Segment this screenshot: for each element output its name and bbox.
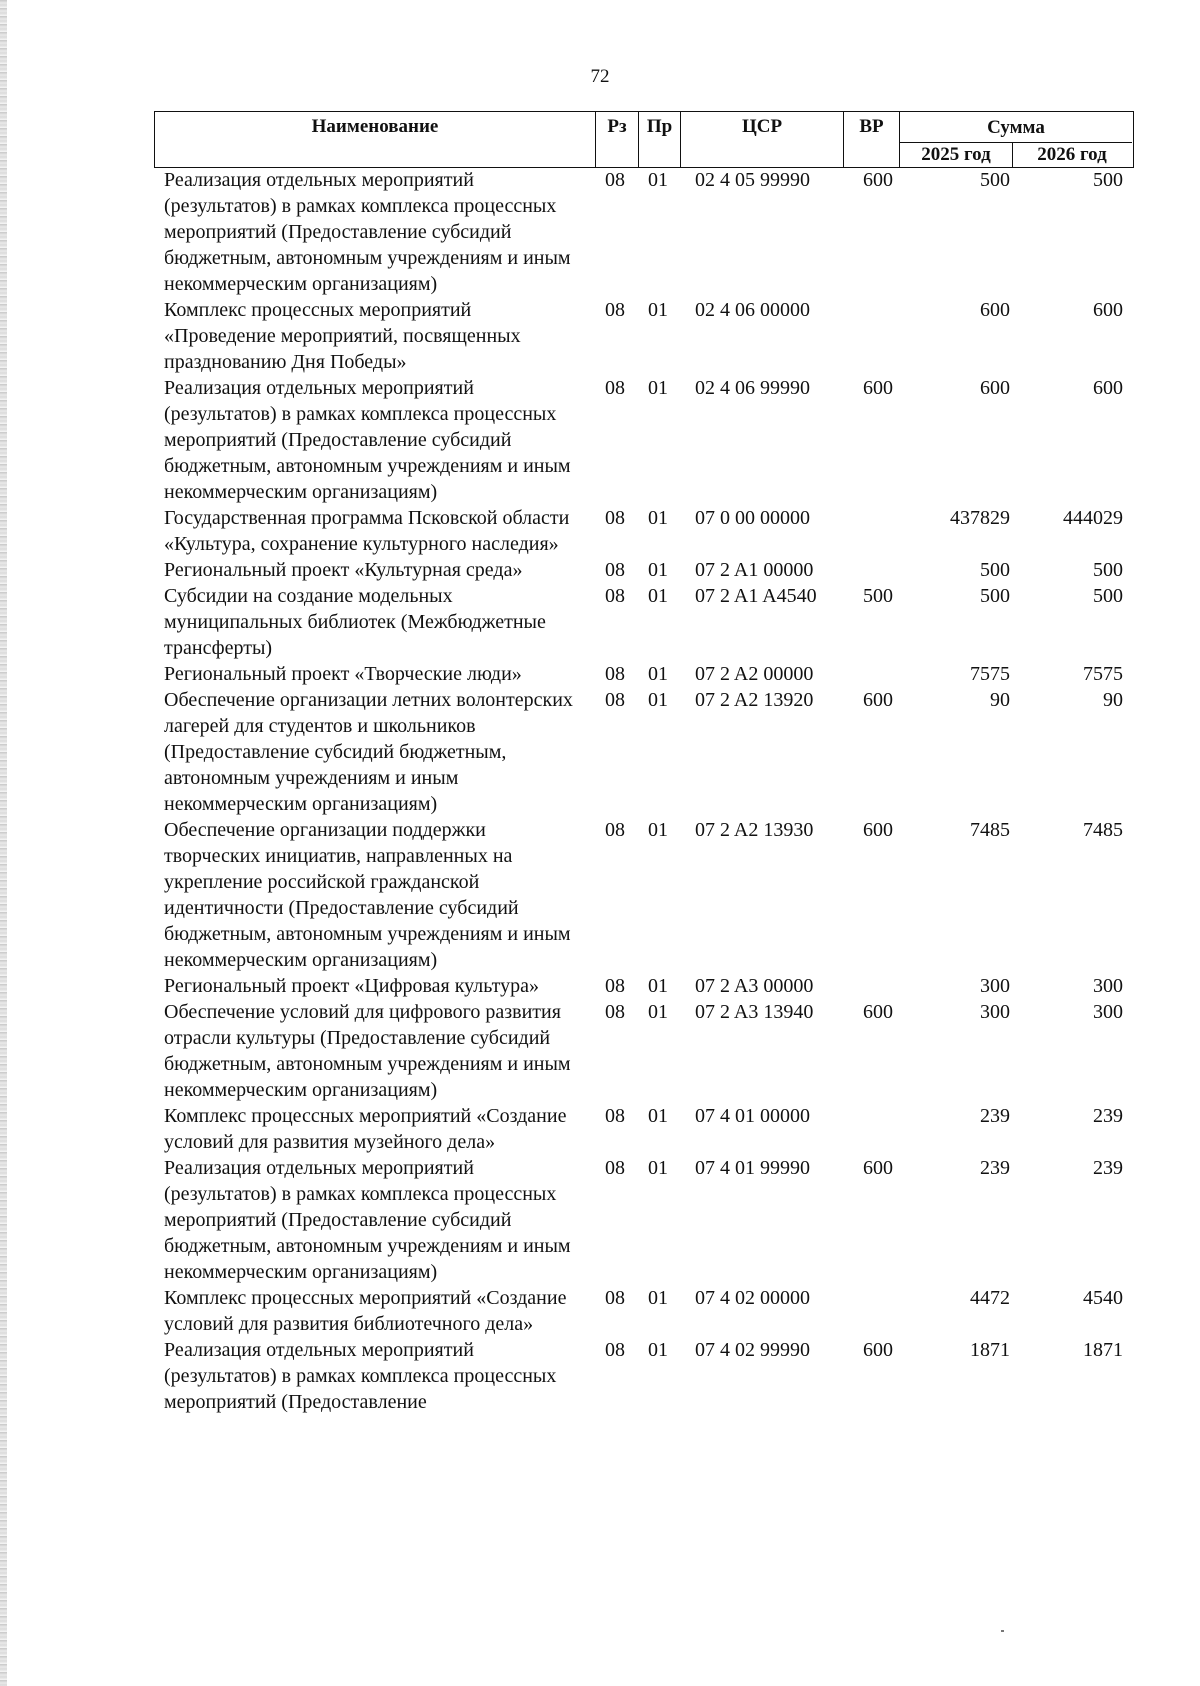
header-rz: Рз [607,116,627,137]
table-header [154,111,1134,168]
table-row [0,1285,1200,1337]
row-csr: 07 4 01 99990 [695,1157,810,1179]
row-csr: 07 2 A2 00000 [695,663,814,685]
row-sum-2026: 7575 [1083,663,1123,685]
row-name: Региональный проект «Творческие люди» [164,663,522,685]
table-row [0,1103,1200,1155]
row-sum-2026: 239 [1093,1105,1123,1127]
row-sum-2025: 7575 [970,663,1010,685]
row-rz: 08 [605,585,625,607]
row-rz: 08 [605,689,625,711]
row-csr: 07 2 A2 13920 [695,689,814,711]
header-vr: ВР [859,116,884,137]
table-row [0,1155,1200,1285]
row-sum-2026: 600 [1093,377,1123,399]
row-rz: 08 [605,559,625,581]
row-vr: 600 [863,1157,893,1179]
row-sum-2026: 90 [1103,689,1123,711]
header-year-2026: 2026 год [1037,144,1107,165]
row-pr: 01 [648,1001,668,1023]
row-sum-2025: 7485 [970,819,1010,841]
header-vr-cell [843,112,899,167]
row-sum-2025: 437829 [950,507,1010,529]
row-sum-2025: 600 [980,377,1010,399]
row-sum-2026: 7485 [1083,819,1123,841]
row-rz: 08 [605,819,625,841]
row-name: Субсидии на создание модельных муниципальных библиотек (Межбюджетные трансферты) [164,585,546,659]
row-name: Обеспечение организации летних волонтерских лагерей для студентов и школьников (Предоставление субсидий бюджетным, автономным учреждениям и иным некоммерческим организациям) [164,689,573,815]
row-sum-2026: 300 [1093,975,1123,997]
row-rz: 08 [605,1105,625,1127]
row-csr: 07 4 02 00000 [695,1287,810,1309]
row-vr: 600 [863,1339,893,1361]
row-csr: 02 4 06 00000 [695,299,810,321]
header-sum: Сумма [987,117,1045,138]
row-pr: 01 [648,1287,668,1309]
row-sum-2025: 500 [980,585,1010,607]
row-sum-2025: 300 [980,975,1010,997]
row-name: Комплекс процессных мероприятий «Проведение мероприятий, посвященных празднованию Дня Победы» [164,299,521,373]
row-sum-2025: 300 [980,1001,1010,1023]
header-sum-cell [899,112,1132,167]
row-pr: 01 [648,689,668,711]
row-pr: 01 [648,663,668,685]
scan-speck [1001,1630,1004,1632]
row-sum-2025: 239 [980,1157,1010,1179]
row-sum-2026: 444029 [1063,507,1123,529]
row-csr: 07 2 A2 13930 [695,819,814,841]
table-row [0,297,1200,375]
row-vr: 500 [863,585,893,607]
row-csr: 07 4 01 00000 [695,1105,810,1127]
row-rz: 08 [605,377,625,399]
header-csr-cell [680,112,843,167]
row-rz: 08 [605,975,625,997]
row-pr: 01 [648,1157,668,1179]
header-pr-cell [638,112,680,167]
row-rz: 08 [605,1339,625,1361]
header-name-cell [155,112,595,167]
row-csr: 07 2 A3 00000 [695,975,814,997]
row-sum-2025: 500 [980,169,1010,191]
table-row [0,505,1200,557]
row-csr: 07 2 A3 13940 [695,1001,814,1023]
row-csr: 07 2 A1 00000 [695,559,814,581]
row-rz: 08 [605,663,625,685]
row-rz: 08 [605,507,625,529]
row-name: Реализация отдельных мероприятий (результатов) в рамках комплекса процессных мероприятий (Предоставление субсидий бюджетным, автономным учреждениям и иным некоммерческим организациям) [164,1157,571,1283]
row-sum-2026: 300 [1093,1001,1123,1023]
row-name: Государственная программа Псковской области «Культура, сохранение культурного наследия» [164,507,570,555]
table-row [0,999,1200,1103]
row-sum-2026: 239 [1093,1157,1123,1179]
row-vr: 600 [863,377,893,399]
table-row [0,973,1200,999]
row-pr: 01 [648,585,668,607]
row-sum-2025: 500 [980,559,1010,581]
row-sum-2025: 90 [990,689,1010,711]
row-vr: 600 [863,689,893,711]
row-pr: 01 [648,1105,668,1127]
table-row [0,557,1200,583]
row-pr: 01 [648,377,668,399]
table-row [0,817,1200,973]
table-row [0,167,1200,297]
row-pr: 01 [648,507,668,529]
row-sum-2025: 600 [980,299,1010,321]
row-name: Реализация отдельных мероприятий (результатов) в рамках комплекса процессных мероприятий (Предоставление [164,1339,557,1413]
row-pr: 01 [648,819,668,841]
row-pr: 01 [648,299,668,321]
page-number: 72 [590,66,610,87]
row-pr: 01 [648,975,668,997]
row-name: Региональный проект «Цифровая культура» [164,975,539,997]
row-name: Комплекс процессных мероприятий «Создание условий для развития музейного дела» [164,1105,567,1153]
row-rz: 08 [605,1287,625,1309]
table-row [0,1337,1200,1415]
row-sum-2026: 600 [1093,299,1123,321]
header-csr: ЦСР [741,116,783,137]
row-sum-2026: 500 [1093,585,1123,607]
row-name: Региональный проект «Культурная среда» [164,559,523,581]
row-sum-2025: 239 [980,1105,1010,1127]
row-rz: 08 [605,299,625,321]
row-sum-2026: 500 [1093,559,1123,581]
row-name: Комплекс процессных мероприятий «Создание условий для развития библиотечного дела» [164,1287,567,1335]
header-year-2025: 2025 год [921,144,991,165]
table-row [0,583,1200,661]
row-pr: 01 [648,559,668,581]
row-pr: 01 [648,1339,668,1361]
table-body [0,167,1200,1415]
row-sum-2026: 500 [1093,169,1123,191]
row-sum-2026: 4540 [1083,1287,1123,1309]
row-csr: 07 2 A1 A4540 [695,585,817,607]
table-row [0,375,1200,505]
row-rz: 08 [605,1001,625,1023]
row-name: Обеспечение условий для цифрового развития отрасли культуры (Предоставление субсидий бюджетным, автономным учреждениям и иным некоммерческим организациям) [164,1001,571,1101]
row-vr: 600 [863,1001,893,1023]
row-vr: 600 [863,169,893,191]
row-csr: 02 4 05 99990 [695,169,810,191]
row-vr: 600 [863,819,893,841]
table-row [0,661,1200,687]
row-sum-2025: 1871 [970,1339,1010,1361]
row-pr: 01 [648,169,668,191]
row-csr: 07 4 02 99990 [695,1339,810,1361]
row-name: Реализация отдельных мероприятий (результатов) в рамках комплекса процессных мероприятий (Предоставление субсидий бюджетным, автономным учреждениям и иным некоммерческим организациям) [164,169,571,295]
row-sum-2026: 1871 [1083,1339,1123,1361]
table-row [0,687,1200,817]
header-rz-cell [595,112,638,167]
header-sum-divider [900,142,1132,143]
row-rz: 08 [605,169,625,191]
row-name: Реализация отдельных мероприятий (результатов) в рамках комплекса процессных мероприятий (Предоставление субсидий бюджетным, автономным учреждениям и иным некоммерческим организациям) [164,377,571,503]
row-rz: 08 [605,1157,625,1179]
row-csr: 02 4 06 99990 [695,377,810,399]
row-csr: 07 0 00 00000 [695,507,810,529]
header-pr: Пр [646,116,673,137]
row-name: Обеспечение организации поддержки творческих инициатив, направленных на укрепление российской гражданской идентичности (Предоставление субсидий бюджетным, автономным учреждениям и иным некоммерческим организациям) [164,819,571,971]
header-name: Наименование [311,116,439,137]
row-sum-2025: 4472 [970,1287,1010,1309]
